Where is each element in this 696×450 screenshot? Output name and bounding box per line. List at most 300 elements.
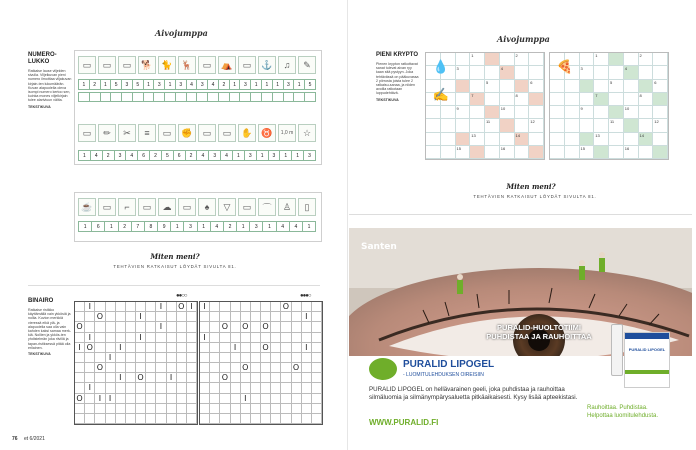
binairo-cell[interactable]: [95, 302, 105, 312]
binairo-cell[interactable]: [281, 322, 291, 332]
krypto-cell[interactable]: [426, 119, 441, 132]
binairo-cell[interactable]: [187, 312, 197, 322]
krypto-cell[interactable]: 11: [485, 119, 500, 132]
binairo-cell[interactable]: [177, 394, 187, 404]
binairo-cell[interactable]: [187, 414, 197, 424]
krypto-cell[interactable]: [441, 119, 456, 132]
binairo-cell[interactable]: [136, 322, 146, 332]
binairo-cell[interactable]: I: [95, 394, 105, 404]
binairo-cell[interactable]: [95, 373, 105, 383]
binairo-cell[interactable]: [302, 322, 312, 332]
binairo-cell[interactable]: [156, 343, 166, 353]
krypto-cell[interactable]: 16: [500, 146, 515, 159]
krypto-cell[interactable]: 9: [456, 106, 471, 119]
binairo-cell[interactable]: I: [156, 322, 166, 332]
strip-cell[interactable]: 1: [79, 151, 91, 160]
binairo-cell[interactable]: [95, 353, 105, 363]
binairo-cell[interactable]: [281, 383, 291, 393]
binairo-cell[interactable]: [271, 302, 281, 312]
binairo-cell[interactable]: [251, 363, 261, 373]
binairo-cell[interactable]: [116, 302, 126, 312]
binairo-cell[interactable]: [312, 394, 322, 404]
krypto-cell[interactable]: [580, 80, 595, 93]
krypto-cell[interactable]: [565, 119, 580, 132]
krypto-cell[interactable]: 14: [639, 133, 654, 146]
binairo-cell[interactable]: [187, 394, 197, 404]
binairo-cell[interactable]: [302, 383, 312, 393]
strip-cell[interactable]: 1: [262, 80, 273, 89]
krypto-cell[interactable]: [529, 66, 544, 79]
binairo-cell[interactable]: [136, 383, 146, 393]
binairo-cell[interactable]: [231, 363, 241, 373]
binairo-cell[interactable]: O: [220, 322, 230, 332]
binairo-cell[interactable]: [187, 322, 197, 332]
binairo-cell[interactable]: [106, 414, 116, 424]
binairo-cell[interactable]: [210, 373, 220, 383]
binairo-cell[interactable]: [292, 404, 302, 414]
strip-cell[interactable]: 2: [119, 222, 132, 231]
binairo-cell[interactable]: [156, 353, 166, 363]
krypto-cell[interactable]: 15: [580, 146, 595, 159]
binairo-cell[interactable]: [261, 312, 271, 322]
binairo-cell[interactable]: [177, 333, 187, 343]
krypto-cell[interactable]: [456, 80, 471, 93]
binairo-cell[interactable]: [261, 363, 271, 373]
strip-cell[interactable]: 3: [115, 151, 127, 160]
strip-cell[interactable]: 1: [165, 80, 176, 89]
binairo-cell[interactable]: [220, 302, 230, 312]
krypto-cell[interactable]: [515, 106, 530, 119]
binairo-cell[interactable]: [187, 353, 197, 363]
binairo-cell[interactable]: [146, 353, 156, 363]
binairo-cell[interactable]: [281, 353, 291, 363]
krypto-cell[interactable]: 6: [653, 80, 668, 93]
binairo-cell[interactable]: [231, 312, 241, 322]
krypto-cell[interactable]: [529, 133, 544, 146]
binairo-cell[interactable]: [106, 333, 116, 343]
binairo-cell[interactable]: [126, 343, 136, 353]
binairo-cell[interactable]: [167, 333, 177, 343]
binairo-grid-left[interactable]: [74, 301, 198, 425]
binairo-cell[interactable]: [200, 312, 210, 322]
krypto-cell[interactable]: [515, 66, 530, 79]
krypto-cell[interactable]: [485, 93, 500, 106]
binairo-cell[interactable]: [177, 404, 187, 414]
binairo-cell[interactable]: [136, 394, 146, 404]
strip-cell[interactable]: 3: [184, 222, 197, 231]
krypto-cell[interactable]: [550, 119, 565, 132]
binairo-cell[interactable]: [220, 312, 230, 322]
binairo-cell[interactable]: [187, 343, 197, 353]
krypto-cell[interactable]: 2: [515, 53, 530, 66]
krypto-cell[interactable]: [529, 106, 544, 119]
strip-cell[interactable]: 1: [198, 222, 211, 231]
krypto-cell[interactable]: [653, 53, 668, 66]
binairo-cell[interactable]: [116, 363, 126, 373]
binairo-cell[interactable]: [241, 333, 251, 343]
strip-cell[interactable]: 1: [251, 80, 262, 89]
krypto-cell[interactable]: [565, 93, 580, 106]
krypto-cell[interactable]: [500, 119, 515, 132]
binairo-cell[interactable]: [231, 404, 241, 414]
binairo-cell[interactable]: [136, 302, 146, 312]
strip-cell[interactable]: 5: [162, 151, 174, 160]
krypto-cell[interactable]: [609, 133, 624, 146]
krypto-cell[interactable]: [485, 146, 500, 159]
krypto-cell[interactable]: 8: [639, 93, 654, 106]
binairo-cell[interactable]: [146, 312, 156, 322]
binairo-cell[interactable]: [200, 343, 210, 353]
binairo-cell[interactable]: I: [106, 353, 116, 363]
binairo-cell[interactable]: [136, 353, 146, 363]
strip-cell[interactable]: 1: [292, 151, 304, 160]
krypto-cell[interactable]: [624, 80, 639, 93]
binairo-cell[interactable]: [231, 383, 241, 393]
binairo-cell[interactable]: [177, 322, 187, 332]
binairo-cell[interactable]: [210, 302, 220, 312]
binairo-cell[interactable]: [106, 302, 116, 312]
binairo-cell[interactable]: [241, 383, 251, 393]
binairo-cell[interactable]: I: [85, 333, 95, 343]
binairo-cell[interactable]: [167, 353, 177, 363]
binairo-cell[interactable]: I: [85, 383, 95, 393]
binairo-cell[interactable]: [312, 312, 322, 322]
krypto-cell[interactable]: [529, 146, 544, 159]
binairo-cell[interactable]: [126, 302, 136, 312]
binairo-cell[interactable]: I: [85, 302, 95, 312]
binairo-cell[interactable]: [312, 302, 322, 312]
strip-cell[interactable]: 1: [233, 151, 245, 160]
krypto-cell[interactable]: [639, 66, 654, 79]
binairo-cell[interactable]: I: [116, 343, 126, 353]
binairo-cell[interactable]: [251, 394, 261, 404]
binairo-cell[interactable]: [210, 404, 220, 414]
strip-cell[interactable]: 1: [237, 222, 250, 231]
binairo-cell[interactable]: [167, 302, 177, 312]
strip-cell[interactable]: 4: [197, 151, 209, 160]
binairo-cell[interactable]: [220, 394, 230, 404]
strip-cell[interactable]: 6: [92, 222, 105, 231]
strip-cell[interactable]: 4: [126, 151, 138, 160]
krypto-cell[interactable]: 14: [515, 133, 530, 146]
krypto-cell[interactable]: [580, 133, 595, 146]
krypto-cell[interactable]: [594, 66, 609, 79]
binairo-cell[interactable]: [187, 373, 197, 383]
krypto-cell[interactable]: 5: [609, 80, 624, 93]
binairo-cell[interactable]: [200, 363, 210, 373]
binairo-cell[interactable]: [251, 322, 261, 332]
krypto-cell[interactable]: [529, 53, 544, 66]
binairo-cell[interactable]: [85, 373, 95, 383]
binairo-cell[interactable]: [116, 333, 126, 343]
binairo-cell[interactable]: [75, 312, 85, 322]
binairo-cell[interactable]: [126, 404, 136, 414]
binairo-cell[interactable]: [251, 414, 261, 424]
strip-cell[interactable]: 1: [144, 80, 155, 89]
binairo-cell[interactable]: [200, 373, 210, 383]
krypto-cell[interactable]: [550, 93, 565, 106]
krypto-cell[interactable]: 3: [456, 66, 471, 79]
binairo-cell[interactable]: [126, 363, 136, 373]
strip-cell[interactable]: 1: [101, 80, 112, 89]
binairo-cell[interactable]: [302, 394, 312, 404]
binairo-cell[interactable]: [261, 394, 271, 404]
krypto-cell[interactable]: 9: [580, 106, 595, 119]
krypto-cell[interactable]: [441, 106, 456, 119]
krypto-cell[interactable]: [550, 80, 565, 93]
binairo-cell[interactable]: [75, 373, 85, 383]
krypto-cell[interactable]: [550, 133, 565, 146]
krypto-cell[interactable]: [609, 66, 624, 79]
krypto-cell[interactable]: 13: [470, 133, 485, 146]
binairo-cell[interactable]: [85, 394, 95, 404]
binairo-cell[interactable]: [231, 353, 241, 363]
binairo-cell[interactable]: [126, 394, 136, 404]
binairo-cell[interactable]: O: [75, 394, 85, 404]
binairo-cell[interactable]: [271, 383, 281, 393]
binairo-cell[interactable]: [292, 394, 302, 404]
binairo-cell[interactable]: [302, 333, 312, 343]
binairo-cell[interactable]: [312, 353, 322, 363]
binairo-cell[interactable]: [177, 312, 187, 322]
binairo-cell[interactable]: [177, 383, 187, 393]
binairo-cell[interactable]: [126, 373, 136, 383]
krypto-cell[interactable]: [624, 93, 639, 106]
binairo-cell[interactable]: [271, 322, 281, 332]
binairo-cell[interactable]: O: [281, 302, 291, 312]
binairo-cell[interactable]: I: [167, 373, 177, 383]
krypto-cell[interactable]: 12: [529, 119, 544, 132]
binairo-cell[interactable]: [136, 414, 146, 424]
binairo-cell[interactable]: O: [85, 343, 95, 353]
binairo-cell[interactable]: [85, 404, 95, 414]
binairo-cell[interactable]: [302, 404, 312, 414]
krypto-cell[interactable]: [624, 53, 639, 66]
binairo-cell[interactable]: [187, 383, 197, 393]
binairo-cell[interactable]: O: [220, 373, 230, 383]
binairo-cell[interactable]: [261, 404, 271, 414]
krypto-cell[interactable]: [500, 80, 515, 93]
binairo-cell[interactable]: [177, 353, 187, 363]
binairo-cell[interactable]: [220, 383, 230, 393]
binairo-cell[interactable]: [106, 322, 116, 332]
binairo-cell[interactable]: [156, 404, 166, 414]
strip-cell[interactable]: 2: [90, 80, 101, 89]
strip-cell[interactable]: 1: [263, 222, 276, 231]
binairo-cell[interactable]: [126, 333, 136, 343]
binairo-cell[interactable]: [126, 414, 136, 424]
binairo-cell[interactable]: [167, 404, 177, 414]
binairo-cell[interactable]: [200, 414, 210, 424]
binairo-cell[interactable]: [281, 363, 291, 373]
binairo-cell[interactable]: O: [261, 322, 271, 332]
strip-cell[interactable]: 4: [290, 222, 303, 231]
binairo-cell[interactable]: [281, 414, 291, 424]
strip-cell[interactable]: 3: [240, 80, 251, 89]
krypto-cell[interactable]: [580, 119, 595, 132]
binairo-cell[interactable]: [261, 353, 271, 363]
krypto-cell[interactable]: [565, 106, 580, 119]
strip-cell[interactable]: 3: [176, 80, 187, 89]
binairo-cell[interactable]: I: [187, 302, 197, 312]
binairo-cell[interactable]: [167, 414, 177, 424]
strip-cell[interactable]: 1: [230, 80, 241, 89]
krypto-cell[interactable]: 13: [594, 133, 609, 146]
binairo-cell[interactable]: [200, 322, 210, 332]
krypto-cell[interactable]: [624, 133, 639, 146]
binairo-cell[interactable]: O: [241, 363, 251, 373]
strip-cell[interactable]: 5: [111, 80, 122, 89]
krypto-cell[interactable]: [580, 93, 595, 106]
binairo-cell[interactable]: [156, 394, 166, 404]
krypto-cell[interactable]: [565, 146, 580, 159]
strip-cell[interactable]: 1: [307, 223, 311, 230]
binairo-cell[interactable]: [156, 383, 166, 393]
binairo-cell[interactable]: [302, 363, 312, 373]
binairo-cell[interactable]: [200, 394, 210, 404]
binairo-cell[interactable]: [231, 302, 241, 312]
strip-cell[interactable]: 3: [245, 151, 257, 160]
binairo-cell[interactable]: [116, 414, 126, 424]
binairo-cell[interactable]: [220, 414, 230, 424]
binairo-cell[interactable]: [126, 353, 136, 363]
binairo-cell[interactable]: [136, 404, 146, 414]
binairo-cell[interactable]: [261, 333, 271, 343]
binairo-cell[interactable]: [261, 302, 271, 312]
krypto-cell[interactable]: [470, 146, 485, 159]
binairo-cell[interactable]: [231, 322, 241, 332]
binairo-cell[interactable]: [75, 414, 85, 424]
binairo-cell[interactable]: [220, 404, 230, 414]
binairo-cell[interactable]: [210, 333, 220, 343]
binairo-cell[interactable]: [106, 373, 116, 383]
binairo-cell[interactable]: [177, 373, 187, 383]
krypto-cell[interactable]: [515, 119, 530, 132]
krypto-cell[interactable]: [515, 146, 530, 159]
binairo-cell[interactable]: [210, 353, 220, 363]
strip-cell[interactable]: 1: [257, 151, 269, 160]
binairo-cell[interactable]: [271, 394, 281, 404]
krypto-cell[interactable]: 12: [653, 119, 668, 132]
binairo-cell[interactable]: [177, 363, 187, 373]
binairo-cell[interactable]: I: [200, 333, 210, 343]
krypto-cell[interactable]: [639, 146, 654, 159]
krypto-cell[interactable]: [515, 80, 530, 93]
strip-cell[interactable]: 1: [294, 80, 305, 89]
binairo-cell[interactable]: [312, 383, 322, 393]
krypto-cell[interactable]: [609, 146, 624, 159]
strip-cell[interactable]: 2: [224, 222, 237, 231]
strip-cell[interactable]: 3: [269, 151, 281, 160]
strip-cell[interactable]: 8: [145, 222, 158, 231]
binairo-grid-right[interactable]: [199, 301, 323, 425]
binairo-cell[interactable]: [251, 383, 261, 393]
strip-cell[interactable]: 3: [250, 222, 263, 231]
binairo-cell[interactable]: [156, 333, 166, 343]
binairo-cell[interactable]: [126, 322, 136, 332]
krypto-cell[interactable]: [609, 106, 624, 119]
krypto-cell[interactable]: [594, 106, 609, 119]
krypto-cell[interactable]: 16: [624, 146, 639, 159]
krypto-cell[interactable]: 4: [624, 66, 639, 79]
binairo-cell[interactable]: [146, 404, 156, 414]
binairo-cell[interactable]: [271, 333, 281, 343]
binairo-cell[interactable]: [292, 343, 302, 353]
strip-cell[interactable]: 2: [186, 151, 198, 160]
binairo-cell[interactable]: [200, 383, 210, 393]
binairo-cell[interactable]: [281, 394, 291, 404]
binairo-cell[interactable]: [156, 363, 166, 373]
binairo-cell[interactable]: [281, 333, 291, 343]
binairo-cell[interactable]: I: [156, 302, 166, 312]
binairo-cell[interactable]: [241, 373, 251, 383]
krypto-cell[interactable]: 1: [470, 53, 485, 66]
krypto-cell[interactable]: [624, 119, 639, 132]
binairo-cell[interactable]: [210, 414, 220, 424]
binairo-cell[interactable]: I: [136, 333, 146, 343]
binairo-cell[interactable]: [85, 312, 95, 322]
binairo-cell[interactable]: O: [241, 322, 251, 332]
krypto-cell[interactable]: [653, 106, 668, 119]
binairo-cell[interactable]: [251, 404, 261, 414]
binairo-cell[interactable]: [116, 312, 126, 322]
krypto-cell[interactable]: 5: [485, 80, 500, 93]
binairo-cell[interactable]: [95, 414, 105, 424]
binairo-cell[interactable]: I: [302, 343, 312, 353]
binairo-cell[interactable]: [85, 353, 95, 363]
binairo-cell[interactable]: [106, 363, 116, 373]
binairo-cell[interactable]: [271, 414, 281, 424]
binairo-cell[interactable]: [251, 343, 261, 353]
binairo-cell[interactable]: [312, 322, 322, 332]
strip-cell[interactable]: 4: [208, 80, 219, 89]
krypto-cell[interactable]: [550, 106, 565, 119]
binairo-cell[interactable]: [271, 404, 281, 414]
krypto-cell[interactable]: [609, 53, 624, 66]
binairo-cell[interactable]: [156, 312, 166, 322]
binairo-cell[interactable]: O: [95, 312, 105, 322]
binairo-cell[interactable]: [95, 343, 105, 353]
binairo-cell[interactable]: [95, 333, 105, 343]
krypto-cell[interactable]: [456, 133, 471, 146]
krypto-cell[interactable]: [529, 93, 544, 106]
binairo-cell[interactable]: I: [116, 373, 126, 383]
binairo-cell[interactable]: [146, 302, 156, 312]
strip-cell[interactable]: 3: [154, 80, 165, 89]
binairo-cell[interactable]: [177, 343, 187, 353]
krypto-cell[interactable]: 8: [515, 93, 530, 106]
binairo-cell[interactable]: [292, 302, 302, 312]
binairo-cell[interactable]: [136, 363, 146, 373]
binairo-cell[interactable]: [292, 373, 302, 383]
binairo-cell[interactable]: [220, 333, 230, 343]
binairo-cell[interactable]: [302, 353, 312, 363]
krypto-cell[interactable]: [441, 133, 456, 146]
binairo-cell[interactable]: [146, 322, 156, 332]
binairo-cell[interactable]: I: [136, 312, 146, 322]
binairo-cell[interactable]: I: [231, 343, 241, 353]
krypto-cell[interactable]: [580, 53, 595, 66]
binairo-cell[interactable]: [271, 312, 281, 322]
strip-cell[interactable]: 1: [171, 222, 184, 231]
krypto-cell[interactable]: [653, 133, 668, 146]
binairo-cell[interactable]: [241, 302, 251, 312]
binairo-cell[interactable]: [200, 353, 210, 363]
binairo-cell[interactable]: [146, 333, 156, 343]
binairo-cell[interactable]: O: [292, 363, 302, 373]
binairo-cell[interactable]: [167, 343, 177, 353]
krypto-cell[interactable]: [441, 146, 456, 159]
